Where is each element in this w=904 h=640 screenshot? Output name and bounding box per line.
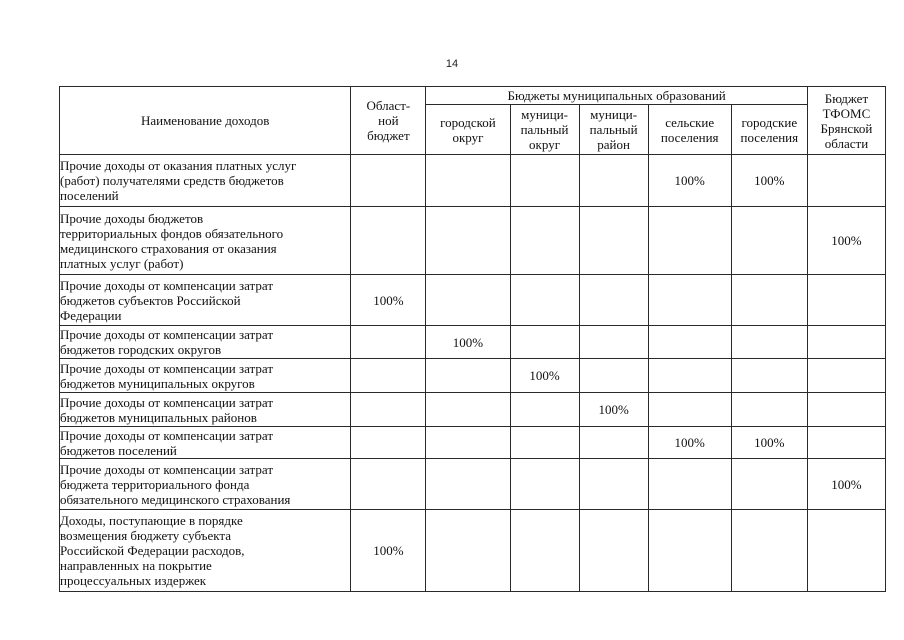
share-cell xyxy=(648,359,731,393)
share-cell: 100% xyxy=(351,510,426,592)
revenue-distribution-table xyxy=(59,86,886,592)
share-cell xyxy=(731,393,807,427)
share-cell xyxy=(351,155,426,207)
share-cell xyxy=(351,459,426,510)
revenue-name-cell: Доходы, поступающие в порядке возмещения бюджету субъекта Российской Федерации расходов, направленных на покрытие процессуальных издержек xyxy=(60,510,351,592)
share-cell: 100% xyxy=(648,155,731,207)
share-cell xyxy=(579,359,648,393)
share-cell: 100% xyxy=(426,326,510,359)
share-cell xyxy=(807,393,885,427)
share-cell xyxy=(648,459,731,510)
revenue-name-cell: Прочие доходы от компенсации затрат бюджетов муниципальных округов xyxy=(60,359,351,393)
share-cell xyxy=(426,207,510,275)
share-cell xyxy=(426,155,510,207)
share-cell xyxy=(731,207,807,275)
share-cell xyxy=(510,207,579,275)
table-row xyxy=(60,155,886,207)
revenue-name-cell: Прочие доходы от компенсации затрат бюджета территориального фонда обязательного медицинского страхования xyxy=(60,459,351,510)
share-cell xyxy=(426,393,510,427)
share-cell xyxy=(351,326,426,359)
share-cell xyxy=(579,510,648,592)
header-rural-settlements: сельские поселения xyxy=(648,105,731,155)
table-body xyxy=(60,155,886,592)
share-cell xyxy=(510,155,579,207)
share-cell xyxy=(510,510,579,592)
table-row xyxy=(60,359,886,393)
revenue-name-cell: Прочие доходы от компенсации затрат бюджетов поселений xyxy=(60,427,351,459)
revenue-name-cell: Прочие доходы от компенсации затрат бюджетов субъектов Российской Федерации xyxy=(60,275,351,326)
share-cell xyxy=(579,459,648,510)
share-cell xyxy=(579,275,648,326)
header-municipal-budgets: Бюджеты муниципальных образований xyxy=(426,87,807,105)
share-cell xyxy=(579,155,648,207)
page-number: 14 xyxy=(445,58,459,70)
share-cell xyxy=(510,427,579,459)
share-cell xyxy=(510,326,579,359)
table-row xyxy=(60,393,886,427)
share-cell xyxy=(426,275,510,326)
table-row xyxy=(60,459,886,510)
share-cell xyxy=(807,326,885,359)
share-cell: 100% xyxy=(648,427,731,459)
share-cell xyxy=(731,510,807,592)
share-cell xyxy=(648,326,731,359)
share-cell xyxy=(351,359,426,393)
share-cell xyxy=(426,359,510,393)
table-row xyxy=(60,326,886,359)
share-cell xyxy=(426,427,510,459)
share-cell xyxy=(351,393,426,427)
share-cell: 100% xyxy=(731,155,807,207)
share-cell xyxy=(731,326,807,359)
revenue-name-cell: Прочие доходы от оказания платных услуг (работ) получателями средств бюджетов поселений xyxy=(60,155,351,207)
share-cell xyxy=(807,155,885,207)
header-tfoms-budget: Бюджет ТФОМС Брянской области xyxy=(807,87,885,155)
share-cell: 100% xyxy=(510,359,579,393)
share-cell xyxy=(731,459,807,510)
share-cell xyxy=(426,459,510,510)
share-cell xyxy=(731,359,807,393)
share-cell xyxy=(648,207,731,275)
share-cell xyxy=(510,459,579,510)
header-city-district: городской округ xyxy=(426,105,510,155)
table-row xyxy=(60,207,886,275)
header-regional-budget: Област- ной бюджет xyxy=(351,87,426,155)
share-cell: 100% xyxy=(807,459,885,510)
share-cell xyxy=(579,207,648,275)
share-cell: 100% xyxy=(351,275,426,326)
table-row xyxy=(60,427,886,459)
share-cell xyxy=(807,359,885,393)
share-cell: 100% xyxy=(731,427,807,459)
share-cell xyxy=(648,510,731,592)
share-cell: 100% xyxy=(579,393,648,427)
share-cell xyxy=(807,275,885,326)
share-cell xyxy=(351,207,426,275)
header-revenue-name: Наименование доходов xyxy=(60,87,351,155)
share-cell xyxy=(351,427,426,459)
share-cell xyxy=(579,427,648,459)
share-cell xyxy=(648,393,731,427)
revenue-name-cell: Прочие доходы от компенсации затрат бюджетов городских округов xyxy=(60,326,351,359)
header-urban-settlements: городские поселения xyxy=(731,105,807,155)
share-cell xyxy=(510,393,579,427)
revenue-name-cell: Прочие доходы бюджетов территориальных фондов обязательного медицинского страхования от оказания платных услуг (работ) xyxy=(60,207,351,275)
share-cell xyxy=(731,275,807,326)
table-row xyxy=(60,510,886,592)
share-cell xyxy=(510,275,579,326)
share-cell xyxy=(426,510,510,592)
header-municipal-area: муници- пальный район xyxy=(579,105,648,155)
share-cell: 100% xyxy=(807,207,885,275)
share-cell xyxy=(807,510,885,592)
header-municipal-district: муници- пальный округ xyxy=(510,105,579,155)
table-row xyxy=(60,275,886,326)
share-cell xyxy=(807,427,885,459)
revenue-name-cell: Прочие доходы от компенсации затрат бюджетов муниципальных районов xyxy=(60,393,351,427)
share-cell xyxy=(648,275,731,326)
share-cell xyxy=(579,326,648,359)
